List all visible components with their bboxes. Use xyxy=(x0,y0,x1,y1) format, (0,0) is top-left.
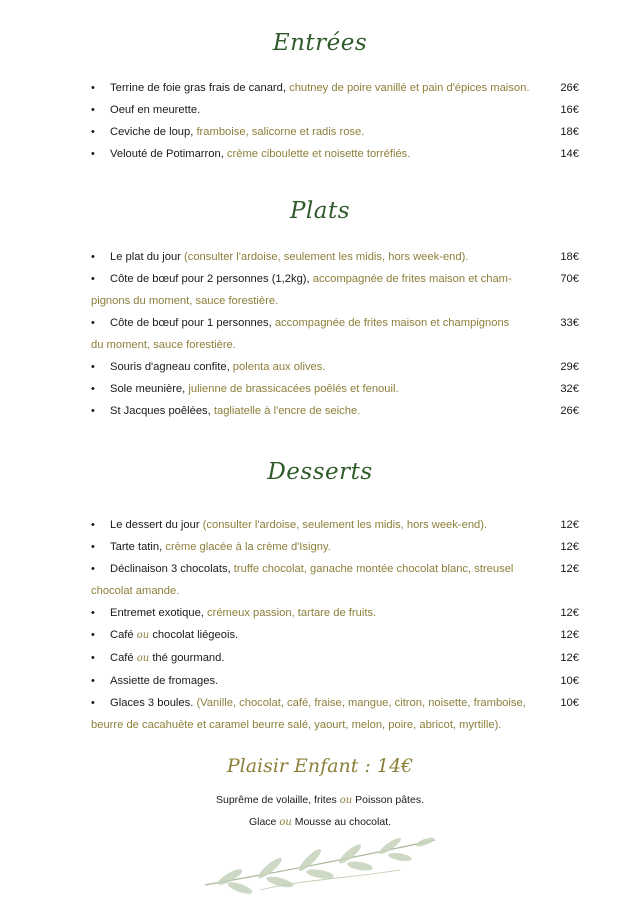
dish-description: (Vanille, chocolat, café, fraise, mangue, citron, noisette, framboise, xyxy=(196,697,526,709)
bullet-icon: • xyxy=(91,563,95,575)
dish-description: crémeux passion, tartare de fruits. xyxy=(207,607,377,619)
list-item xyxy=(0,514,640,536)
dish-description: tagliatelle à l'encre de seiche. xyxy=(213,405,361,417)
dish-price: 70€ xyxy=(560,273,579,285)
dish-description: crème glacée à la crème d'Isigny. xyxy=(165,541,331,553)
list-item xyxy=(0,536,640,558)
dish-description-continued: beurre de cacahuète et caramel beurre salé, yaourt, melon, poire, abricot, myrtille). xyxy=(91,719,502,731)
plats-list xyxy=(0,246,640,422)
dish-name: Glaces 3 boules. xyxy=(110,697,194,709)
dish-description: framboise, salicorne et radis rose. xyxy=(196,126,365,138)
leaf-branch-icon xyxy=(200,830,440,900)
dish-name: Le plat du jour xyxy=(110,251,181,263)
dish-description-continued: chocolat amande. xyxy=(91,585,180,597)
bullet-icon: • xyxy=(91,607,95,619)
list-item xyxy=(0,246,640,268)
dish-price: 12€ xyxy=(560,629,579,641)
dish-name: Terrine de foie gras frais de canard, xyxy=(110,82,286,94)
dish-name: Sole meunière, xyxy=(110,383,186,395)
ou-connector: ou xyxy=(136,630,150,641)
list-item xyxy=(0,602,640,624)
kids-menu-title: Plaisir Enfant : 14€ xyxy=(226,755,414,777)
dish-description: crème ciboulette et noisette torréfiés. xyxy=(226,148,411,160)
dish-description: truffe chocolat, ganache montée chocolat blanc, streusel xyxy=(233,563,514,575)
bullet-icon: • xyxy=(91,405,95,417)
kids-dessert-option-a: Glace xyxy=(248,816,277,828)
dish-name: Souris d'agneau confite, xyxy=(110,361,230,373)
dish-name: Café xyxy=(110,629,134,641)
dish-name: Café xyxy=(110,652,134,664)
dish-price: 10€ xyxy=(560,675,579,687)
list-item xyxy=(0,670,640,692)
list-item xyxy=(0,268,640,312)
kids-menu-dessert xyxy=(0,816,640,828)
dish-name: Le dessert du jour xyxy=(110,519,200,531)
list-item xyxy=(0,378,640,400)
dish-price: 12€ xyxy=(560,519,579,531)
dish-price: 12€ xyxy=(560,652,579,664)
bullet-icon: • xyxy=(91,361,95,373)
dish-description: chutney de poire vanillé et pain d'épices maison. xyxy=(289,82,530,94)
list-item xyxy=(0,624,640,647)
bullet-icon: • xyxy=(91,126,95,138)
list-item xyxy=(0,558,640,602)
list-item xyxy=(0,143,640,165)
dish-price: 26€ xyxy=(560,82,579,94)
section-title-entrees: Entrées xyxy=(272,30,368,56)
ou-connector: ou xyxy=(136,653,150,664)
dish-price: 14€ xyxy=(560,148,579,160)
bullet-icon: • xyxy=(91,251,95,263)
dish-name: Entremet exotique, xyxy=(110,607,204,619)
dish-description-continued: pignons du moment, sauce forestière. xyxy=(91,295,279,307)
dish-name: Tarte tatin, xyxy=(110,541,163,553)
bullet-icon: • xyxy=(91,652,95,664)
dish-description: (consulter l'ardoise, seulement les midis, hors week-end). xyxy=(202,519,488,531)
list-item xyxy=(0,356,640,378)
list-item xyxy=(0,647,640,670)
bullet-icon: • xyxy=(91,519,95,531)
dish-name: Déclinaison 3 chocolats, xyxy=(110,563,231,575)
dish-price: 18€ xyxy=(560,251,579,263)
dish-price: 12€ xyxy=(560,541,579,553)
dish-name: Côte de bœuf pour 2 personnes (1,2kg), xyxy=(110,273,310,285)
list-item xyxy=(0,692,640,736)
dish-price: 16€ xyxy=(560,104,579,116)
entrees-list xyxy=(0,77,640,165)
bullet-icon: • xyxy=(91,697,95,709)
kids-main-option-b: Poisson pâtes. xyxy=(355,794,424,806)
dish-name: Ceviche de loup, xyxy=(110,126,194,138)
bullet-icon: • xyxy=(91,541,95,553)
dish-description: polenta aux olives. xyxy=(232,361,326,373)
dish-price: 10€ xyxy=(560,697,579,709)
list-item xyxy=(0,400,640,422)
dish-price: 29€ xyxy=(560,361,579,373)
section-title-plats: Plats xyxy=(289,198,351,224)
dish-name: Oeuf en meurette. xyxy=(110,104,201,116)
dish-name: Assiette de fromages. xyxy=(110,675,219,687)
kids-dessert-option-b: Mousse au chocolat. xyxy=(294,816,392,828)
dish-description: (consulter l'ardoise, seulement les midis, hors week-end). xyxy=(184,251,469,263)
bullet-icon: • xyxy=(91,273,95,285)
dish-name-alt: chocolat liégeois. xyxy=(152,629,239,641)
bullet-icon: • xyxy=(91,82,95,94)
list-item xyxy=(0,121,640,143)
dish-price: 18€ xyxy=(560,126,579,138)
bullet-icon: • xyxy=(91,675,95,687)
dish-description: julienne de brassicacées poêlés et fenouil. xyxy=(188,383,399,395)
desserts-list xyxy=(0,514,640,736)
dish-price: 33€ xyxy=(560,317,579,329)
list-item xyxy=(0,312,640,356)
dish-description: accompagnée de frites maison et cham- xyxy=(312,273,512,285)
list-item xyxy=(0,77,640,99)
dish-price: 32€ xyxy=(560,383,579,395)
dish-name-alt: thé gourmand. xyxy=(152,652,225,664)
dish-name: Velouté de Potimarron, xyxy=(110,148,224,160)
dish-description: accompagnée de frites maison et champignons xyxy=(274,317,510,329)
list-item xyxy=(0,99,640,121)
bullet-icon: • xyxy=(91,148,95,160)
ou-connector: ou xyxy=(279,817,292,828)
kids-menu-main xyxy=(0,794,640,806)
dish-description-continued: du moment, sauce forestière. xyxy=(91,339,236,351)
bullet-icon: • xyxy=(91,629,95,641)
bullet-icon: • xyxy=(91,104,95,116)
dish-name: St Jacques poêlées, xyxy=(110,405,211,417)
kids-main-option-a: Suprême de volaille, frites xyxy=(215,794,337,806)
bullet-icon: • xyxy=(91,383,95,395)
dish-price: 12€ xyxy=(560,607,579,619)
section-title-desserts: Desserts xyxy=(267,459,373,485)
ou-connector: ou xyxy=(339,795,353,806)
dish-price: 26€ xyxy=(560,405,579,417)
dish-price: 12€ xyxy=(560,563,579,575)
bullet-icon: • xyxy=(91,317,95,329)
dish-name: Côte de bœuf pour 1 personnes, xyxy=(110,317,272,329)
